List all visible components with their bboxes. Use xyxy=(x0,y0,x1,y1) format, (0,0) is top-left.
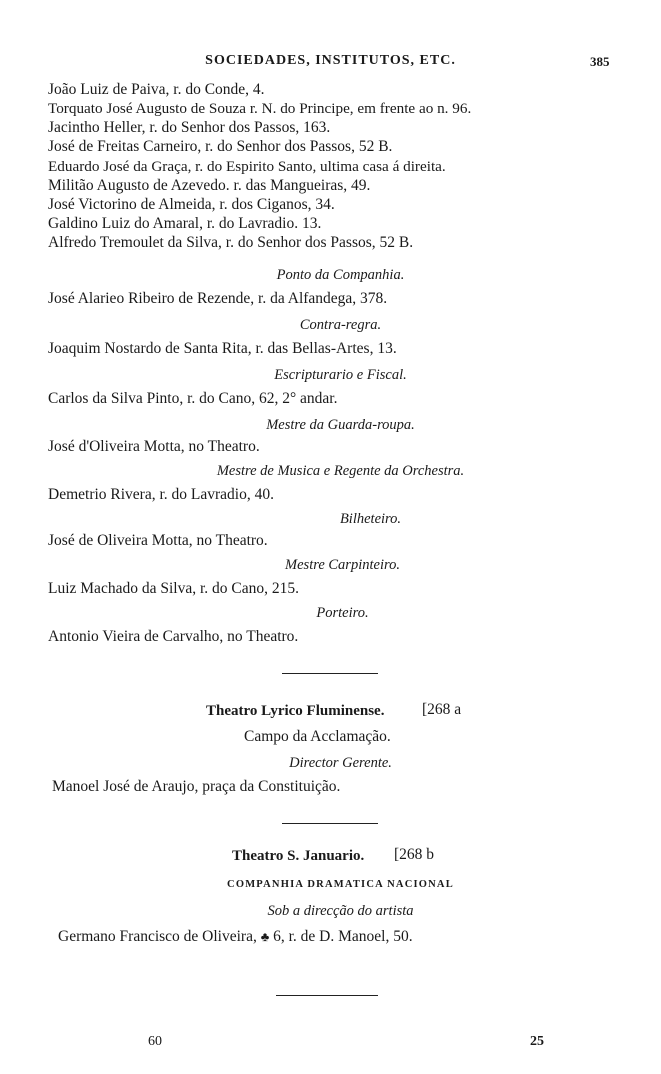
role-person: Demetrio Rivera, r. do Lavradio, 40. xyxy=(48,486,274,503)
list-item: Torquato José Augusto de Souza r. N. do Principe, em frente ao n. 96. xyxy=(48,100,472,117)
role-title: Escripturario e Fiscal. xyxy=(274,367,407,383)
list-item: Alfredo Tremoulet da Silva, r. do Senhor dos Passos, 52 B. xyxy=(48,234,414,251)
role-title: Contra-regra. xyxy=(299,317,382,333)
role-title: Director Gerente. xyxy=(289,755,392,771)
role-person: José d'Oliveira Motta, no Theatro. xyxy=(48,438,260,455)
company-name: COMPANHIA DRAMATICA NACIONAL xyxy=(227,879,454,890)
running-header: SOCIEDADES, INSTITUTOS, ETC. xyxy=(205,53,456,68)
role-title: Mestre de Musica e Regente da Orchestra. xyxy=(216,463,465,479)
role-person: Joaquim Nostardo de Santa Rita, r. das Bellas-Artes, 13. xyxy=(48,340,397,357)
direction-note: Sob a direcção do artista xyxy=(267,903,414,919)
role-title: Mestre Carpinteiro. xyxy=(285,557,400,573)
role-person: José Alarieo Ribeiro de Rezende, r. da Alfandega, 378. xyxy=(48,290,388,307)
ornament-icon: ♣ xyxy=(260,929,270,944)
role-person: Carlos da Silva Pinto, r. do Cano, 62, 2° andar. xyxy=(48,390,338,407)
list-item: Militão Augusto de Azevedo. r. das Mangueiras, 49. xyxy=(48,177,371,194)
list-item: José Victorino de Almeida, r. dos Ciganos, 34. xyxy=(48,196,335,213)
list-item: Eduardo José da Graça, r. do Espirito Santo, ultima casa á direita. xyxy=(48,158,446,175)
divider xyxy=(276,995,378,996)
signature-mark-right: 25 xyxy=(530,1034,544,1049)
list-item: João Luiz de Paiva, r. do Conde, 4. xyxy=(48,81,265,98)
divider xyxy=(282,823,378,824)
role-title: Bilheteiro. xyxy=(339,511,402,527)
role-title: Ponto da Companhia. xyxy=(276,267,405,283)
list-item: Jacintho Heller, r. do Senhor dos Passos, 163. xyxy=(48,119,331,136)
signature-mark-left: 60 xyxy=(148,1034,162,1049)
theatre-ref: [268 a xyxy=(422,701,462,718)
list-item: Galdino Luiz do Amaral, r. do Lavradio. 13. xyxy=(48,215,322,232)
role-person: Luiz Machado da Silva, r. do Cano, 215. xyxy=(48,580,299,597)
divider xyxy=(282,673,378,674)
theatre-name: Theatro S. Januario. xyxy=(232,848,365,864)
role-title: Porteiro. xyxy=(316,605,369,621)
theatre-ref: [268 b xyxy=(394,846,435,863)
person-address: 6, r. de D. Manoel, 50. xyxy=(273,928,413,945)
role-title: Mestre da Guarda-roupa. xyxy=(266,417,415,433)
page-number: 385 xyxy=(590,54,610,69)
role-person: José de Oliveira Motta, no Theatro. xyxy=(48,532,268,549)
role-person: Antonio Vieira de Carvalho, no Theatro. xyxy=(48,628,299,645)
person-name: Germano Francisco de Oliveira, xyxy=(58,928,257,945)
theatre-name: Theatro Lyrico Fluminense. xyxy=(206,703,385,719)
role-person: Manoel José de Araujo, praça da Constituição. xyxy=(52,778,341,795)
role-person xyxy=(58,928,413,946)
list-item: José de Freitas Carneiro, r. do Senhor dos Passos, 52 B. xyxy=(48,138,393,155)
theatre-location: Campo da Acclamação. xyxy=(244,728,391,745)
